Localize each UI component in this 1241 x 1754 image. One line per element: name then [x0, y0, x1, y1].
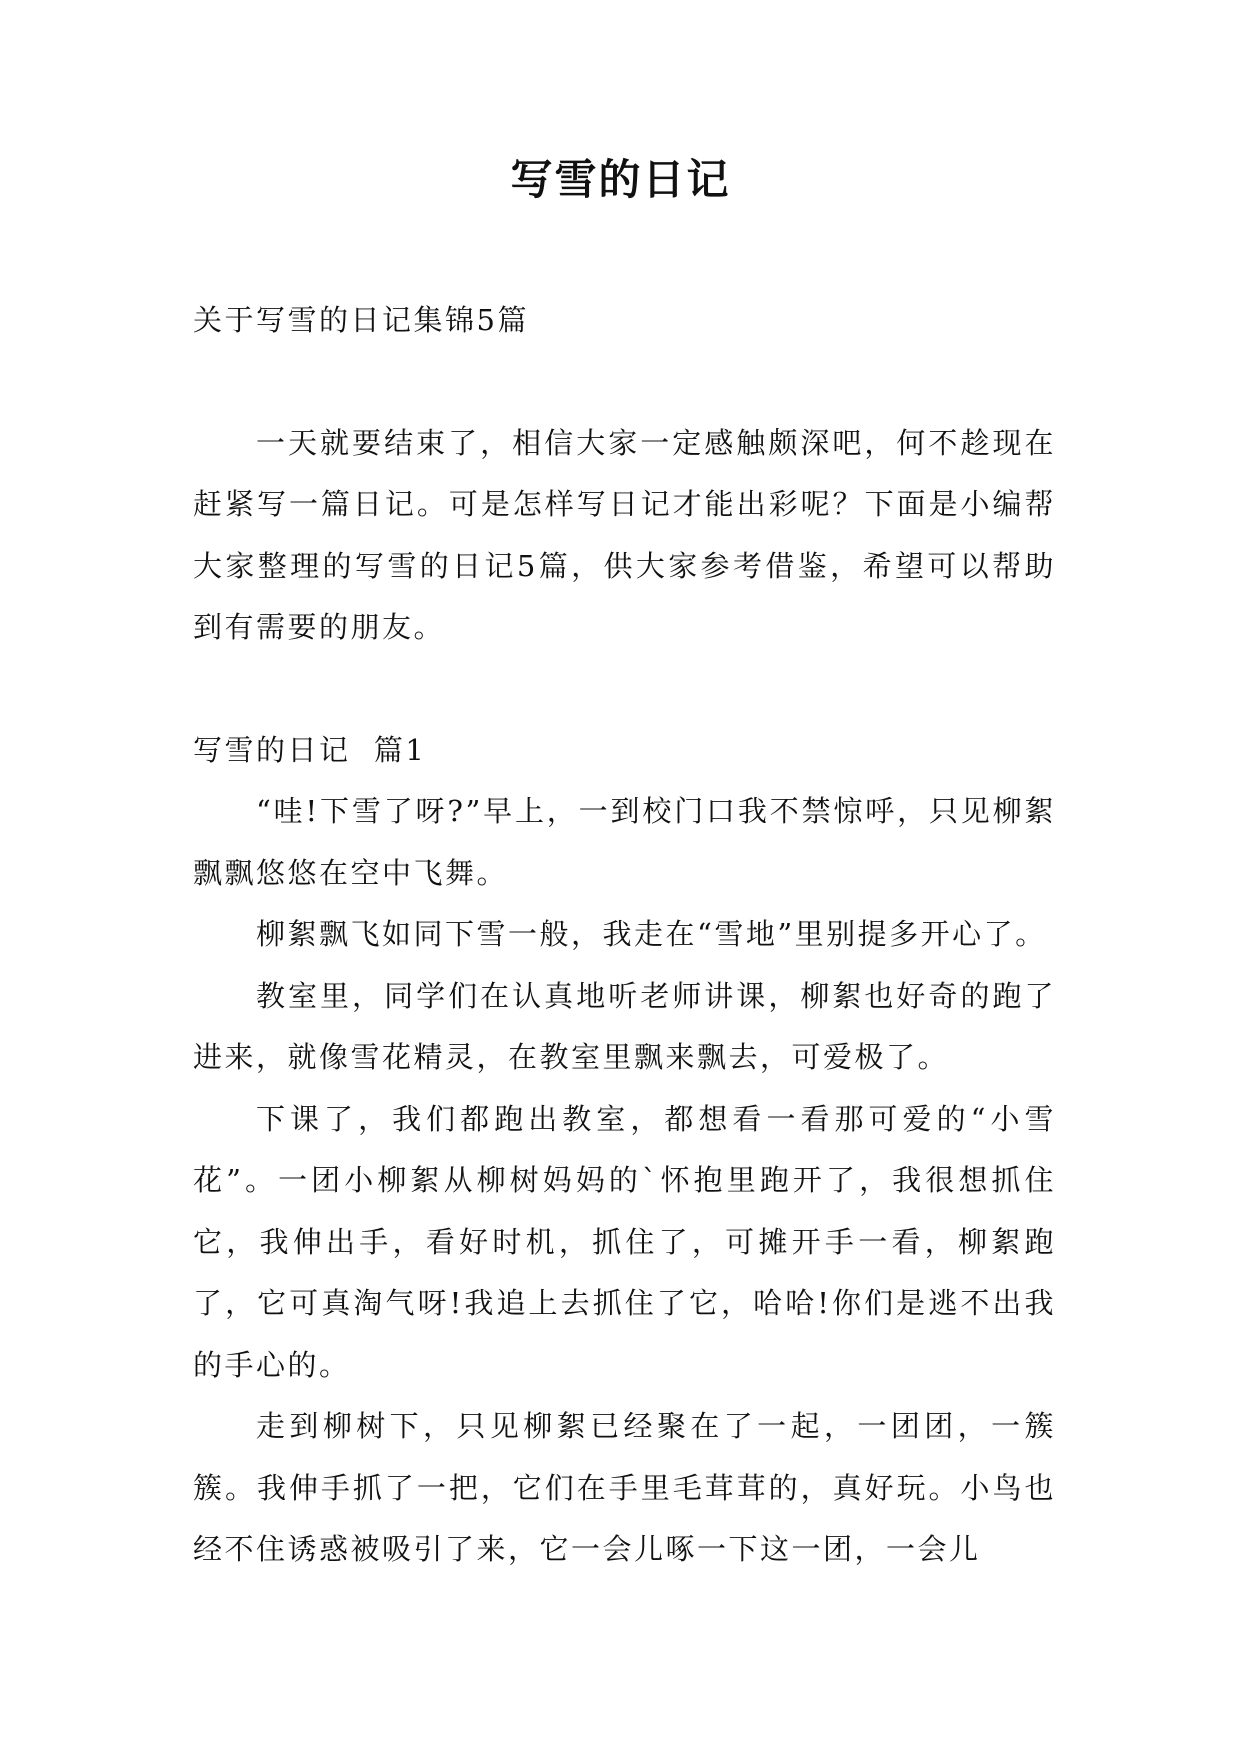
document-body: [193, 290, 1056, 1581]
document-title: 写雪的日记: [510, 155, 731, 204]
body-paragraph: 柳絮飘飞如同下雪一般，我走在“雪地”里别提多开心了。: [256, 917, 1047, 951]
body-paragraph: “哇!下雪了呀?”早上，一到校门口我不禁惊呼，只见柳絮飘飘悠悠在空中飞舞。: [193, 794, 1056, 890]
section-heading: 写雪的日记 篇1: [193, 732, 427, 767]
document-subtitle: 关于写雪的日记集锦5篇: [193, 303, 529, 337]
body-paragraph: 走到柳树下，只见柳絮已经聚在了一起，一团团，一簇簇。我伸手抓了一把，它们在手里毛茸茸的，真好玩。小鸟也经不住诱惑被吸引了来，它一会儿啄一下这一团，一会儿: [193, 1409, 1056, 1566]
body-paragraph: 下课了，我们都跑出教室，都想看一看那可爱的“小雪花”。一团小柳絮从柳树妈妈的`怀抱里跑开了，我很想抓住它，我伸出手，看好时机，抓住了，可摊开手一看，柳絮跑了，它可真淘气呀!我追上去抓住了它，哈哈!你们是逃不出我的手心的。: [193, 1101, 1056, 1382]
intro-paragraph: 一天就要结束了，相信大家一定感触颇深吧，何不趁现在赶紧写一篇日记。可是怎样写日记才能出彩呢？下面是小编帮大家整理的写雪的日记5篇，供大家参考借鉴，希望可以帮助到有需要的朋友。: [193, 425, 1056, 644]
body-paragraph: 教室里，同学们在认真地听老师讲课，柳絮也好奇的跑了进来，就像雪花精灵，在教室里飘来飘去，可爱极了。: [193, 978, 1056, 1074]
